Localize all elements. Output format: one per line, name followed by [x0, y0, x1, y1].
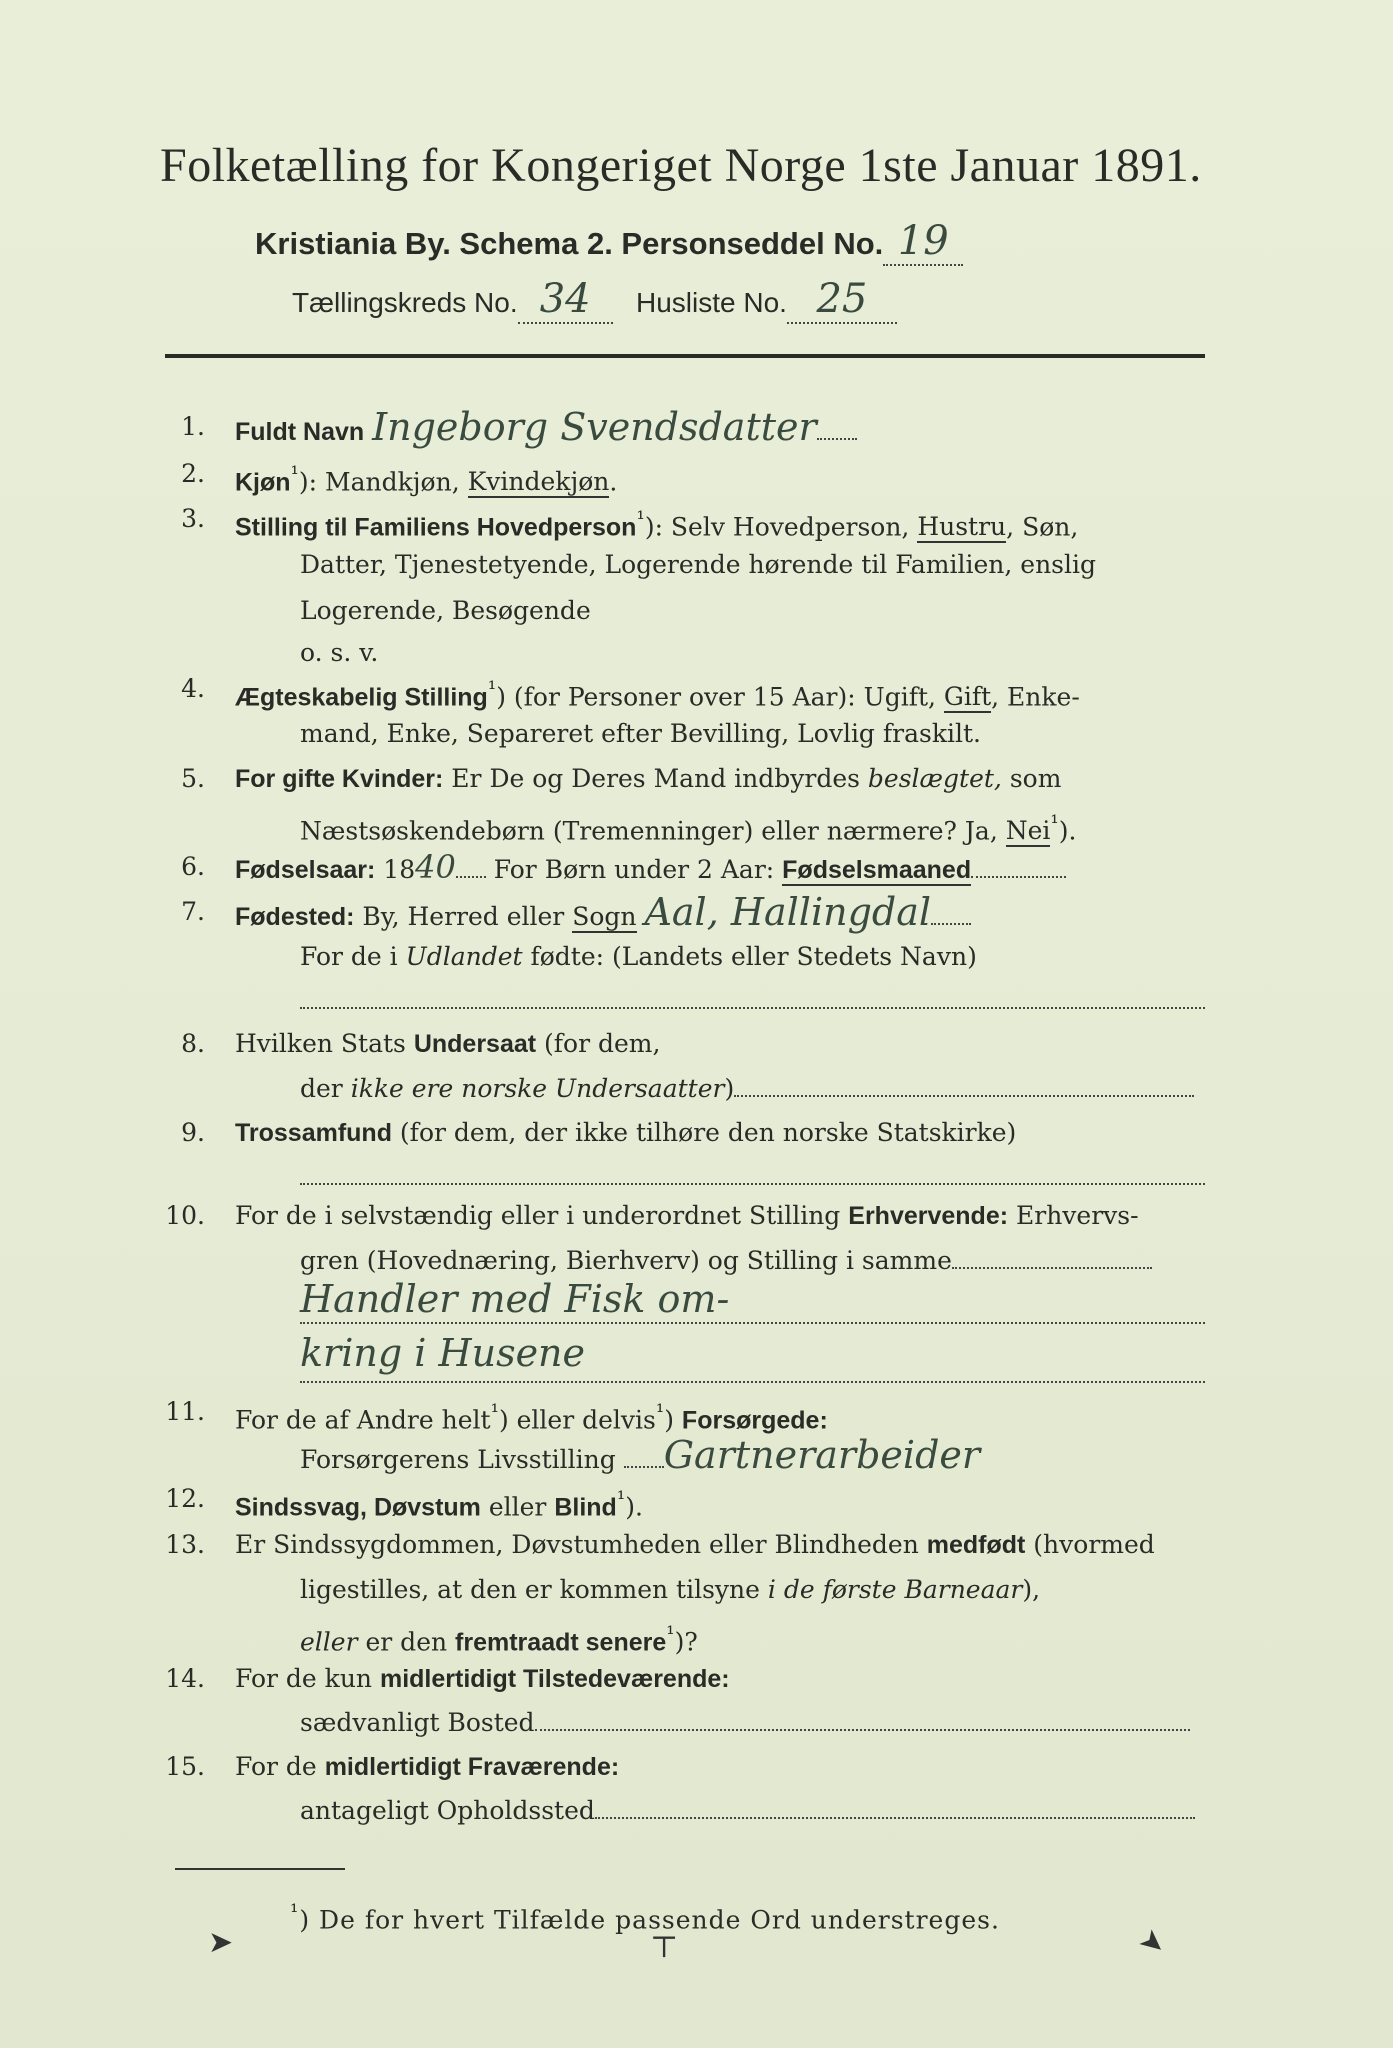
- corner-mark-center: ⊤: [650, 1930, 679, 1965]
- abroad-birthplace-line: [300, 1007, 1205, 1009]
- related-answer-selected: Nei: [1005, 816, 1051, 846]
- corner-mark-left: ➤: [208, 1925, 234, 1960]
- husliste-number: 25: [787, 276, 897, 324]
- family-position-selected: Hustru: [917, 512, 1007, 542]
- marital-status-selected: Gift: [943, 682, 992, 712]
- footnote-rule: [175, 1868, 345, 1870]
- provider-occupation-value: Gartnerarbeider: [663, 1433, 981, 1477]
- header-rule: [165, 354, 1205, 358]
- footnote: $^{^1}$) De for hvert Tilfælde passende Ord understreges.: [290, 1900, 1000, 1935]
- schema-line: Kristiania By. Schema 2. Personseddel No. 19: [255, 218, 963, 266]
- religion-line: [300, 1183, 1205, 1185]
- occupation-value-2: kring i Husene: [300, 1331, 586, 1375]
- form-title: Folketælling for Kongeriget Norge 1ste Januar 1891.: [160, 139, 1202, 192]
- birth-year-value: 40: [415, 848, 456, 886]
- birthplace-value: Aal, Hallingdal: [644, 890, 932, 934]
- kreds-line: Tællingskreds No. 34 Husliste No. 25: [292, 276, 897, 324]
- kreds-number: 34: [518, 276, 613, 324]
- census-form: Folketælling for Kongeriget Norge 1ste Januar 1891. Kristiania By. Schema 2. Personseddel No. 19 Tællingskreds No. 34 Husliste No. 25 1. Fuldt Navn Ingeborg Svendsdatter 2. Kjøn$^{^1}$): Mandkjøn, Kvindekjøn. 3. Stilling til Familiens Hovedperson$^{^1}$): Selv Hovedperson, Hustru, Søn, Datter, Tjenestetyende, Logerende hørende til Familien, enslig Logerende, Besøgende o. s. v. 4. Ægteskabelig Stilling$^{^1}$) (for Personer over 15 Aar): Ugift, Gift, Enke- mand, Enke, Separeret efter Bevilling, Lovlig fraskilt. 5. For gifte Kvinder: Er De og Deres Mand indbyrdes beslægtet, som Næstsøskendebørn (Tremenninger) eller nærmere? Ja, Nei$^{^1}$). 6. Fødselsaar: 1840 For Børn under 2 Aar: Fødselsmaaned 7. Fødested: By, Herred eller Sogn Aal, Hallingdal For de i Udlandet fødte: (Landets eller Stedets Navn) 8. Hvilken Stats Undersaat (for dem, der ikke ere norske Undersaatter) 9. Trossamfund (for dem, der ikke tilhøre den norske Statskirke) 10. For de i selvstændig eller i underordnet Stilling Erhvervende: Erhvervs- gren (Hovednæring, Bierhverv) og Stilling i samme Handler med Fisk om- kring i Husene 11. For de af Andre helt$^{^1}$) eller delvis$^{^1}$) Forsørgede: Forsørgerens Livsstilling Gartnerarbeider 12. Sindssvag, Døvstum eller Blind$^{^1}$). 13. Er Sindssygdommen, Døvstumheden eller Blindheden medfødt (hvormed ligestilles, at den er kommen tilsyne i de første Barneaar), eller er den fremtraadt senere$^{^1}$)? 14. For de kun midlertidigt Tilstedeværende: sædvanligt Bosted 15. For de midlertidigt Fraværende: antageligt Opholdssted $^{^1}$) De for hvert Tilfælde passende Ord understreges. ➤ ⊤ ➤: [0, 0, 1393, 2048]
- sex-selected: Kvindekjøn: [467, 467, 610, 497]
- full-name-value: Ingeborg Svendsdatter: [372, 405, 817, 449]
- corner-mark-right: ➤: [1131, 1921, 1174, 1964]
- personseddel-number: 19: [883, 218, 963, 266]
- occupation-value-1: Handler med Fisk om-: [300, 1276, 1205, 1324]
